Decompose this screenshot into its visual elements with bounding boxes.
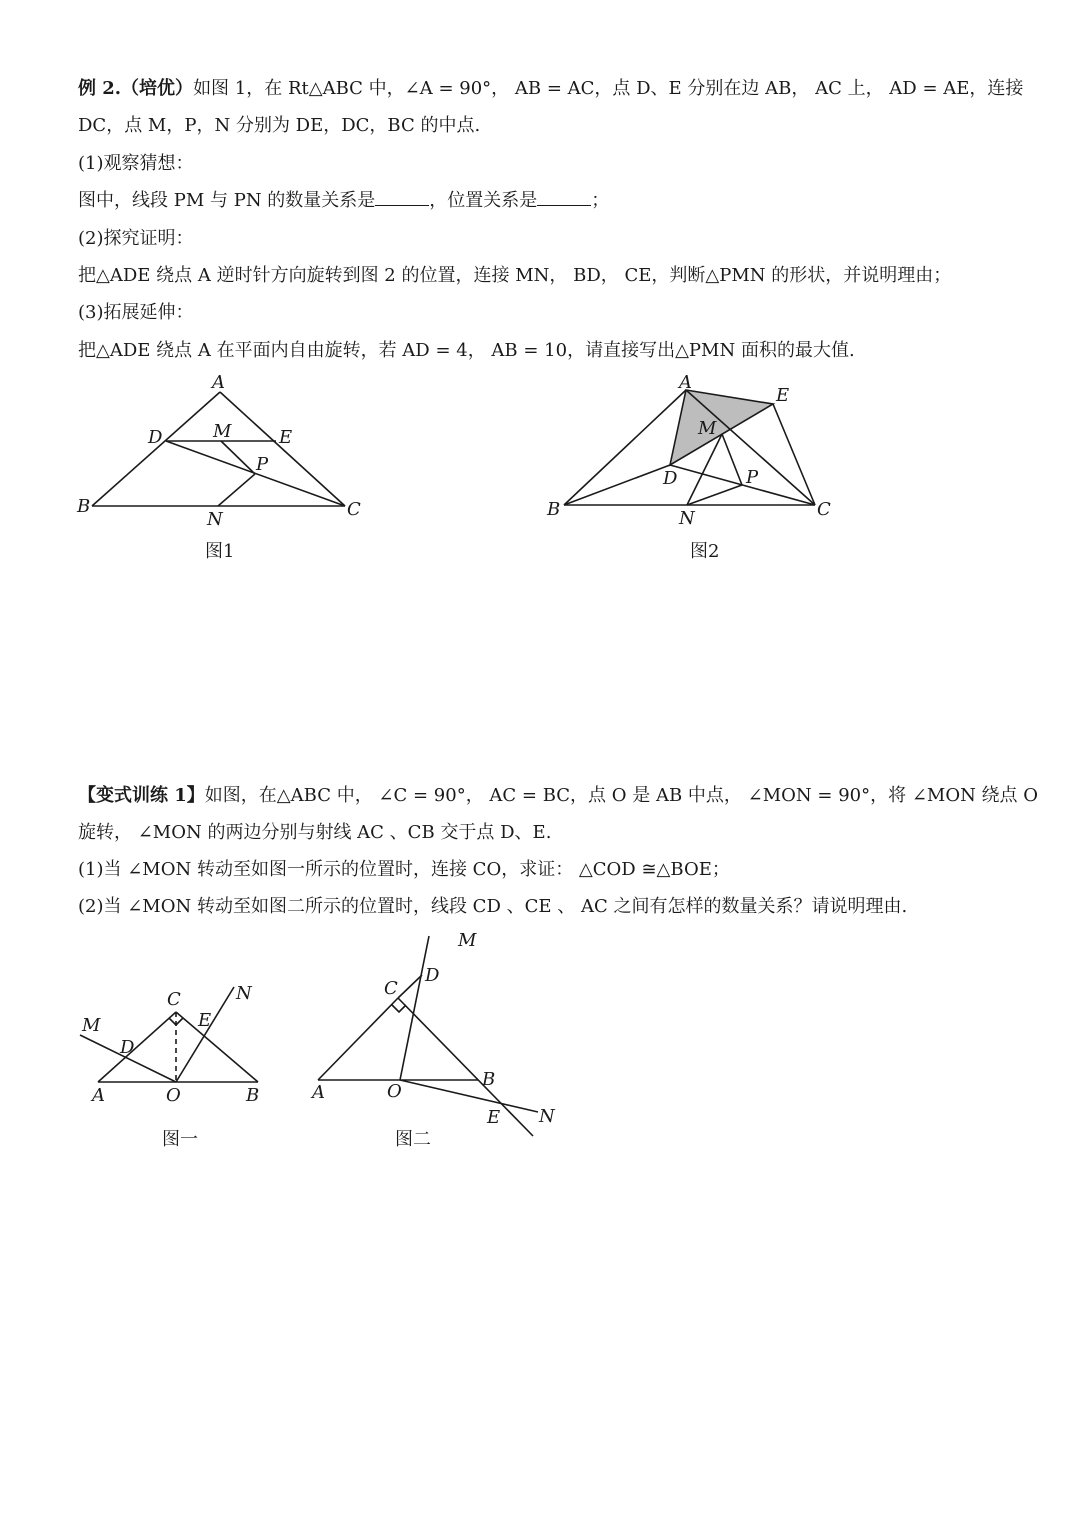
label-M: M — [82, 1015, 101, 1036]
label-E: E — [279, 427, 293, 448]
figure-1-caption: 图1 — [205, 541, 235, 562]
label-C: C — [384, 978, 398, 999]
label-B: B — [77, 496, 91, 517]
ex2-q2-text: 把△ADE 绕点 A 逆时针方向旋转到图 2 的位置，连接 MN， BD， CE，判断△PMN 的形状，并说明理由； — [78, 265, 952, 286]
label-A: A — [312, 1082, 325, 1103]
label-D: D — [148, 427, 163, 448]
label-N: N — [539, 1106, 555, 1127]
ray-CB — [398, 998, 533, 1136]
label-P: P — [746, 467, 759, 488]
label-B: B — [482, 1069, 496, 1090]
ex2-heading: 例 2.（培优） — [78, 78, 194, 99]
ex2-q1-title: (1)观察猜想： — [78, 153, 194, 174]
label-B: B — [246, 1085, 260, 1106]
label-M: M — [458, 930, 477, 951]
ex2-q1-part-b: ，位置关系是 — [429, 190, 538, 211]
label-D: D — [663, 468, 678, 489]
label-B: B — [547, 499, 561, 520]
label-C: C — [347, 499, 361, 520]
label-A: A — [212, 372, 225, 393]
figure-two-caption: 图二 — [395, 1129, 431, 1150]
variant-heading: 【变式训练 1】 — [78, 785, 205, 806]
figure-one-caption: 图一 — [162, 1129, 198, 1150]
ex2-q3-title: (3)拓展延伸： — [78, 302, 194, 323]
label-E: E — [487, 1107, 501, 1128]
figure-2-caption: 图2 — [690, 541, 720, 562]
label-C: C — [167, 989, 181, 1010]
label-M: M — [698, 418, 717, 439]
label-C: C — [817, 499, 831, 520]
ray-OM — [400, 936, 429, 1080]
label-E: E — [776, 385, 790, 406]
seg-AC — [318, 998, 398, 1080]
ex2-q1-part-c: ； — [591, 190, 610, 211]
ex2-q1-part-a: 图中，线段 PM 与 PN 的数量关系是 — [78, 190, 376, 211]
ex2-q2-title: (2)探究证明： — [78, 228, 194, 249]
variant-q2: (2)当 ∠MON 转动至如图二所示的位置时，线段 CD 、CE 、 AC 之间有怎样的数量关系？请说明理由. — [78, 896, 908, 917]
label-P: P — [256, 454, 269, 475]
label-A: A — [92, 1085, 105, 1106]
label-N: N — [207, 509, 223, 530]
label-A: A — [679, 372, 692, 393]
label-E: E — [198, 1010, 212, 1031]
ex2-line-2: DC，点 M，P，N 分别为 DE，DC，BC 的中点. — [78, 115, 481, 136]
variant-q1: (1)当 ∠MON 转动至如图一所示的位置时，连接 CO，求证： △COD ≅△BOE； — [78, 859, 730, 880]
label-N: N — [679, 508, 695, 529]
ex2-text-1: 如图 1，在 Rt△ABC 中，∠A = 90°， AB = AC，点 D、E 分别在边 AB， AC 上， AD = AE，连接 — [193, 78, 1024, 99]
variant-text-1: 如图，在△ABC 中， ∠C = 90°， AC = BC，点 O 是 AB 中点， ∠MON = 90°，将 ∠MON 绕点 O — [204, 785, 1039, 806]
right-angle-mark-C — [392, 1005, 406, 1012]
label-O: O — [387, 1081, 402, 1102]
variant-line-2: 旋转， ∠MON 的两边分别与射线 AC 、CB 交于点 D、E. — [78, 822, 552, 843]
ex2-q3-text: 把△ADE 绕点 A 在平面内自由旋转，若 AD = 4， AB = 10，请直接写出△PMN 面积的最大值. — [78, 340, 855, 361]
label-M: M — [213, 421, 232, 442]
ray-ON — [400, 1080, 538, 1112]
label-N: N — [236, 983, 252, 1004]
label-D: D — [425, 965, 440, 986]
label-D: D — [120, 1037, 135, 1058]
label-O: O — [166, 1085, 181, 1106]
